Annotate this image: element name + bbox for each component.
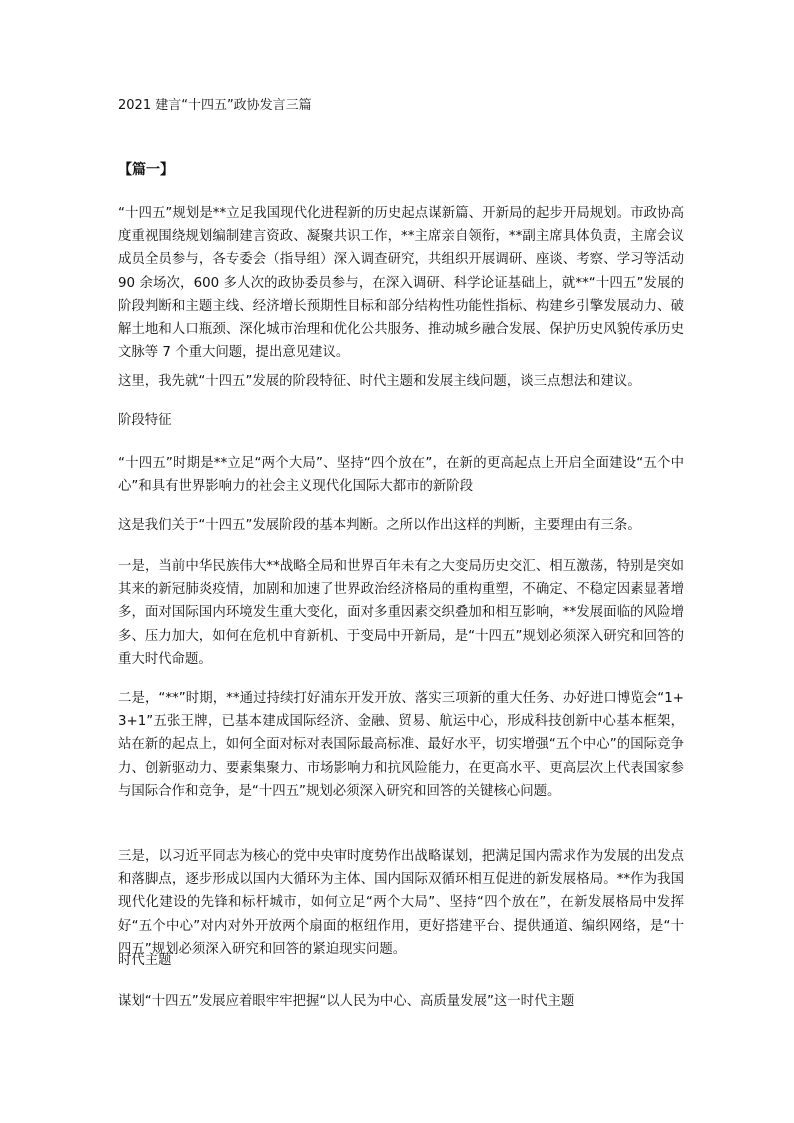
subheading-stage-features: 阶段特征 (118, 413, 172, 428)
paragraph-intro: “十四五”规划是**立足我国现代化进程新的历史起点谋新篇、开新局的起步开局规划。市政协高度重视围绕规划编制建言资政、凝聚共识工作，**主席亲自领衔，**副主席具体负责，主席会议成员全员参与，各专委会（指导组）深入调查研究，共组织开展调研、座谈、考察、学习等活动 90 余场次，600 多人次的政协委员参与，在深入调研、科学论证基础上，就**“十四五”发展的阶段判断和主题主线、经济增长预期性目标和部分结构性功能性指标、构建乡引擎发展动力、破解土地和人口瓶颈、深化城市治理和优化公共服务、推动城乡融合发展、保护历史风貌传承历史文脉等 7 个重大问题，提出意见建议。 (118, 206, 684, 361)
paragraph-reason-two: 二是，“**”时期，**通过持续打好浦东开发开放、落实三项新的重大任务、办好进口博览会“1+3+1”五张王牌，已基本建成国际经济、金融、贸易、航运中心，形成科技创新中心基本框架，站在新的起点上，如何全面对标对表国际最高标准、最好水平，切实增强“五个中心”的国际竞争力、创新驱动力、要素集聚力、市场影响力和抗风险能力，在更高水平、更高层次上代表国家参与国际合作和竞争，是“十四五”规划必须深入研究和回答的关键核心问题。 (118, 691, 684, 799)
paragraph-era-theme: 谋划“十四五”发展应着眼牢牢把握“以人民为中心、高质量发展”这一时代主题 (118, 994, 575, 1009)
paragraph-stage-definition: “十四五”时期是**立足“两个大局”、坚持“四个放在”，在新的更高起点上开启全面建设“五个中心”和具有世界影响力的社会主义现代化国际大都市的新阶段 (118, 456, 684, 495)
paragraph-judgement: 这是我们关于“十四五”发展阶段的基本判断。之所以作出这样的判断，主要理由有三条。 (118, 518, 641, 533)
paragraph-overview: 这里，我先就“十四五”发展的阶段特征、时代主题和发展主线问题，谈三点想法和建议。 (118, 374, 641, 389)
section-heading: 【篇一】 (118, 162, 174, 178)
subheading-era-theme: 时代主题 (118, 953, 172, 968)
paragraph-reason-one: 一是，当前中华民族伟大**战略全局和世界百年未有之大变局历史交汇、相互激荡，特别是突如其来的新冠肺炎疫情，加剧和加速了世界政治经济格局的重构重塑，不确定、不稳定因素显著增多，面对国际国内环境发生重大变化，面对多重因素交织叠加和相互影响，**发展面临的风险增多、压力加大，如何在危机中育新机、于变局中开新局，是“十四五”规划必须深入研究和回答的重大时代命题。 (118, 559, 684, 667)
document-title: 2021 建言“十四五”政协发言三篇 (118, 98, 312, 113)
document-page (118, 96, 684, 116)
paragraph-reason-three: 三是，以习近平同志为核心的党中央审时度势作出战略谋划，把满足国内需求作为发展的出发点和落脚点，逐步形成以国内大循环为主体、国内国际双循环相互促进的新发展格局。**作为我国现代化建设的先锋和标杆城市，如何立足“两个大局”、坚持“四个放在”，在新发展格局中发挥好“五个中心”对内对外开放两个扇面的枢纽作用，更好搭建平台、提供通道、编织网络，是“十四五”规划必须深入研究和回答的紧迫现实问题。 (118, 849, 684, 957)
